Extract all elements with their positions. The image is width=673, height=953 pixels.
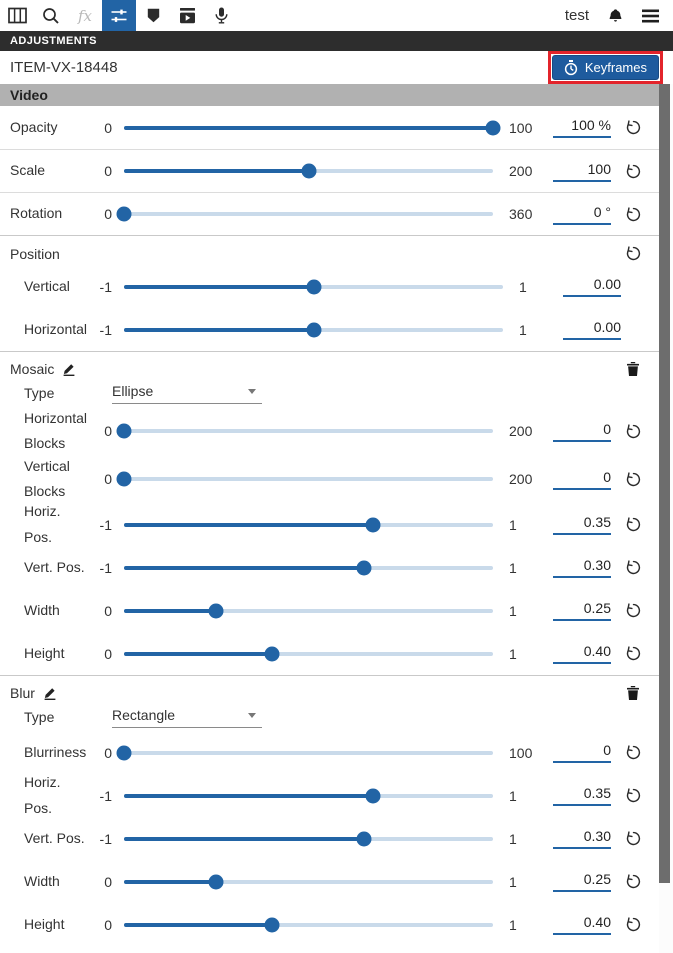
slider-label: Width <box>24 872 60 889</box>
slider-thumb[interactable] <box>366 788 381 803</box>
slider-label: Vertical Blocks <box>24 457 70 499</box>
slider-track[interactable] <box>124 206 493 222</box>
slider-row <box>0 632 673 675</box>
slider-max-label: 1 <box>519 278 527 295</box>
slider-fill <box>124 566 364 570</box>
panel-title: ADJUSTMENTS <box>10 35 97 47</box>
bell-icon <box>607 8 624 24</box>
slider-track[interactable] <box>124 279 503 295</box>
dropdown-label: Type <box>24 708 55 725</box>
chevron-down-icon <box>248 713 256 718</box>
section <box>0 84 673 235</box>
slider-row <box>0 860 673 903</box>
delete-trash-icon[interactable] <box>619 362 647 376</box>
edit-pencil-icon[interactable] <box>61 362 76 377</box>
reset-icon[interactable] <box>619 559 647 576</box>
slider-max-label: 100 <box>509 744 533 761</box>
slider-min-label: -1 <box>99 278 112 295</box>
slider-track[interactable] <box>124 646 493 662</box>
slider-fill <box>124 328 314 332</box>
slider-track[interactable] <box>124 874 493 890</box>
slider-fill <box>124 880 216 884</box>
section-title: Video <box>10 87 48 103</box>
slider-fill <box>124 285 314 289</box>
slider-max-label: 1 <box>519 321 527 338</box>
slider-thumb[interactable] <box>209 603 224 618</box>
slider-thumb[interactable] <box>117 207 132 222</box>
slider-track[interactable] <box>124 423 493 439</box>
reset-icon[interactable] <box>619 873 647 890</box>
section-reset-icon[interactable] <box>619 245 647 262</box>
slider-label: Scale <box>10 162 46 179</box>
slider-min-label: 0 <box>104 119 112 136</box>
user-menu[interactable]: test <box>564 7 589 24</box>
slider-row <box>0 265 673 308</box>
slider-label: Opacity <box>10 118 58 135</box>
slider-fill <box>124 794 373 798</box>
value-input[interactable]: 0.40 <box>553 643 611 664</box>
value-input[interactable]: 100 % <box>553 117 611 138</box>
value-input[interactable]: 0.00 <box>563 319 621 340</box>
section-title: Position <box>10 245 60 262</box>
slider-rail <box>124 751 493 755</box>
dropdown-row <box>0 704 673 731</box>
slider-max-label: 1 <box>509 916 517 933</box>
slider-thumb[interactable] <box>306 279 321 294</box>
reset-icon[interactable] <box>619 423 647 440</box>
slider-min-label: 0 <box>104 163 112 179</box>
value-input[interactable]: 0.35 <box>553 514 611 535</box>
slider-max-label: 1 <box>509 787 517 804</box>
keyframes-button[interactable] <box>552 55 659 80</box>
reset-icon[interactable] <box>619 516 647 533</box>
slider-min-label: -1 <box>99 321 112 338</box>
dropdown-selected-value: Rectangle <box>112 707 176 723</box>
vertical-scrollbar[interactable] <box>659 84 673 953</box>
value-input[interactable]: 0.25 <box>553 600 611 621</box>
slider-fill <box>124 652 272 656</box>
section-header <box>0 236 673 265</box>
slider-max-label: 1 <box>509 516 517 533</box>
section <box>0 351 673 675</box>
slider-rail <box>124 212 493 216</box>
slider-label: Height <box>24 915 65 932</box>
slider-thumb[interactable] <box>209 874 224 889</box>
slider-row <box>0 774 673 817</box>
slider-min-label: -1 <box>99 830 112 847</box>
hamburger-menu-icon <box>642 9 659 23</box>
slider-track[interactable] <box>124 745 493 761</box>
dropdown-row <box>0 380 673 407</box>
slider-label: Rotation <box>10 205 63 222</box>
dropdown-selected-value: Ellipse <box>112 383 154 399</box>
microphone-icon <box>215 7 228 24</box>
value-input[interactable]: 100 <box>553 161 611 182</box>
slider-track[interactable] <box>124 603 493 619</box>
slider-thumb[interactable] <box>486 120 501 135</box>
slider-min-label: -1 <box>99 516 112 533</box>
reset-icon[interactable] <box>619 916 647 933</box>
chevron-down-icon <box>248 389 256 394</box>
value-input[interactable]: 0 <box>553 421 611 442</box>
value-input[interactable]: 0.35 <box>553 785 611 806</box>
search-button[interactable] <box>34 0 68 31</box>
slider-max-label: 200 <box>509 471 533 487</box>
main-menu-button[interactable] <box>642 9 659 23</box>
section-rows <box>0 106 673 235</box>
slider-row <box>0 106 673 149</box>
adjustments-button[interactable] <box>102 0 136 31</box>
slider-track[interactable] <box>124 163 493 179</box>
reset-icon[interactable] <box>619 471 647 488</box>
slider-thumb[interactable] <box>306 322 321 337</box>
slider-min-label: 0 <box>104 645 112 662</box>
slider-row <box>0 308 673 351</box>
slider-row <box>0 731 673 774</box>
export-video-button[interactable] <box>170 0 204 31</box>
fx-icon: fx <box>77 6 92 25</box>
slider-row <box>0 546 673 589</box>
shield-icon <box>147 8 160 23</box>
slider-label: Height <box>24 644 65 661</box>
slider-min-label: 0 <box>104 602 112 619</box>
slider-max-label: 100 <box>509 119 533 136</box>
slider-thumb[interactable] <box>301 164 316 179</box>
slider-track[interactable] <box>124 120 493 136</box>
slider-track[interactable] <box>124 917 493 933</box>
section <box>0 675 673 946</box>
panel-titlebar <box>0 31 673 51</box>
reset-icon[interactable] <box>619 645 647 662</box>
slider-label: Horiz. Pos. <box>24 503 61 545</box>
notifications-button[interactable] <box>607 8 624 24</box>
reset-icon[interactable] <box>619 206 647 223</box>
slider-min-label: -1 <box>99 787 112 804</box>
slider-max-label: 1 <box>509 645 517 662</box>
slider-label: Vert. Pos. <box>24 558 85 575</box>
slider-label: Horizontal Blocks <box>24 409 88 451</box>
keyframes-button-label: Keyframes <box>584 60 647 75</box>
slider-label: Horiz. Pos. <box>24 774 61 816</box>
slider-min-label: 0 <box>104 873 112 890</box>
dropdown-label: Type <box>24 384 55 401</box>
slider-row <box>0 192 673 235</box>
slider-row <box>0 817 673 860</box>
reset-icon[interactable] <box>619 602 647 619</box>
marker-button[interactable] <box>136 0 170 31</box>
slider-row <box>0 589 673 632</box>
slider-max-label: 360 <box>509 206 533 222</box>
reset-icon[interactable] <box>619 830 647 847</box>
section-title: Blur <box>10 685 35 701</box>
slider-thumb[interactable] <box>264 646 279 661</box>
slider-track[interactable] <box>124 788 493 804</box>
section-rows <box>0 704 673 946</box>
slider-label: Vert. Pos. <box>24 829 85 846</box>
reset-icon[interactable] <box>619 119 647 136</box>
slider-min-label: 0 <box>104 206 112 222</box>
section-rows <box>0 265 673 351</box>
effects-button[interactable] <box>68 0 102 31</box>
value-input[interactable]: 0 ° <box>553 204 611 225</box>
section-header <box>0 676 673 704</box>
type-dropdown[interactable] <box>112 707 262 728</box>
slider-fill <box>124 523 373 527</box>
slider-min-label: 0 <box>104 471 112 487</box>
item-id: ITEM-VX-18448 <box>10 59 118 76</box>
slider-max-label: 1 <box>509 873 517 890</box>
slider-thumb[interactable] <box>356 560 371 575</box>
sections <box>0 84 673 946</box>
slider-min-label: 0 <box>104 744 112 761</box>
slider-row <box>0 407 673 455</box>
slider-max-label: 1 <box>509 559 517 576</box>
slider-thumb[interactable] <box>117 472 132 487</box>
slider-fill <box>124 169 309 173</box>
slider-rail <box>124 429 493 433</box>
stopwatch-icon <box>564 60 578 76</box>
slider-track[interactable] <box>124 322 503 338</box>
slider-max-label: 1 <box>509 602 517 619</box>
value-input[interactable]: 0.30 <box>553 557 611 578</box>
slider-min-label: 0 <box>104 423 112 439</box>
microphone-button[interactable] <box>204 0 238 31</box>
slider-label: Width <box>24 601 60 618</box>
edit-pencil-icon[interactable] <box>42 686 57 701</box>
slider-track[interactable] <box>124 517 493 533</box>
slider-track[interactable] <box>124 831 493 847</box>
value-input[interactable]: 0.30 <box>553 828 611 849</box>
slider-fill <box>124 609 216 613</box>
slider-fill <box>124 126 493 130</box>
slider-row <box>0 149 673 192</box>
slider-rail <box>124 477 493 481</box>
adjustments-sliders-icon <box>110 7 128 25</box>
slider-label: Vertical <box>24 277 70 294</box>
slider-thumb[interactable] <box>356 831 371 846</box>
slider-thumb[interactable] <box>366 517 381 532</box>
slider-label: Horizontal <box>24 320 88 337</box>
filmstrip-button[interactable] <box>0 0 34 31</box>
slider-row <box>0 503 673 546</box>
value-input[interactable]: 0.40 <box>553 914 611 935</box>
value-input[interactable]: 0 <box>553 469 611 490</box>
section-title: Mosaic <box>10 361 55 377</box>
slider-fill <box>124 923 272 927</box>
slider-min-label: 0 <box>104 916 112 933</box>
slider-min-label: -1 <box>99 559 112 576</box>
type-dropdown[interactable] <box>112 383 262 404</box>
delete-trash-icon[interactable] <box>619 686 647 700</box>
item-header-row <box>0 51 673 84</box>
slider-thumb[interactable] <box>264 917 279 932</box>
reset-icon[interactable] <box>619 744 647 761</box>
reset-icon[interactable] <box>619 787 647 804</box>
value-input[interactable]: 0 <box>553 742 611 763</box>
video-export-icon <box>179 7 196 24</box>
slider-row <box>0 903 673 946</box>
value-input[interactable]: 0.00 <box>563 276 621 297</box>
scrollbar-thumb[interactable] <box>659 84 670 883</box>
slider-thumb[interactable] <box>117 424 132 439</box>
section-header <box>0 352 673 380</box>
slider-track[interactable] <box>124 471 493 487</box>
slider-max-label: 200 <box>509 163 533 179</box>
value-input[interactable]: 0.25 <box>553 871 611 892</box>
slider-row <box>0 455 673 503</box>
app-toolbar <box>0 0 673 31</box>
section-rows <box>0 380 673 675</box>
filmstrip-icon <box>8 7 27 24</box>
section-bar-header <box>0 84 673 106</box>
search-icon <box>42 7 60 25</box>
slider-label: Blurriness <box>24 743 87 760</box>
slider-thumb[interactable] <box>117 745 132 760</box>
slider-fill <box>124 837 364 841</box>
reset-icon[interactable] <box>619 163 647 180</box>
slider-max-label: 200 <box>509 423 533 439</box>
red-annotation-box <box>548 51 663 84</box>
slider-track[interactable] <box>124 560 493 576</box>
slider-max-label: 1 <box>509 830 517 847</box>
section <box>0 235 673 351</box>
